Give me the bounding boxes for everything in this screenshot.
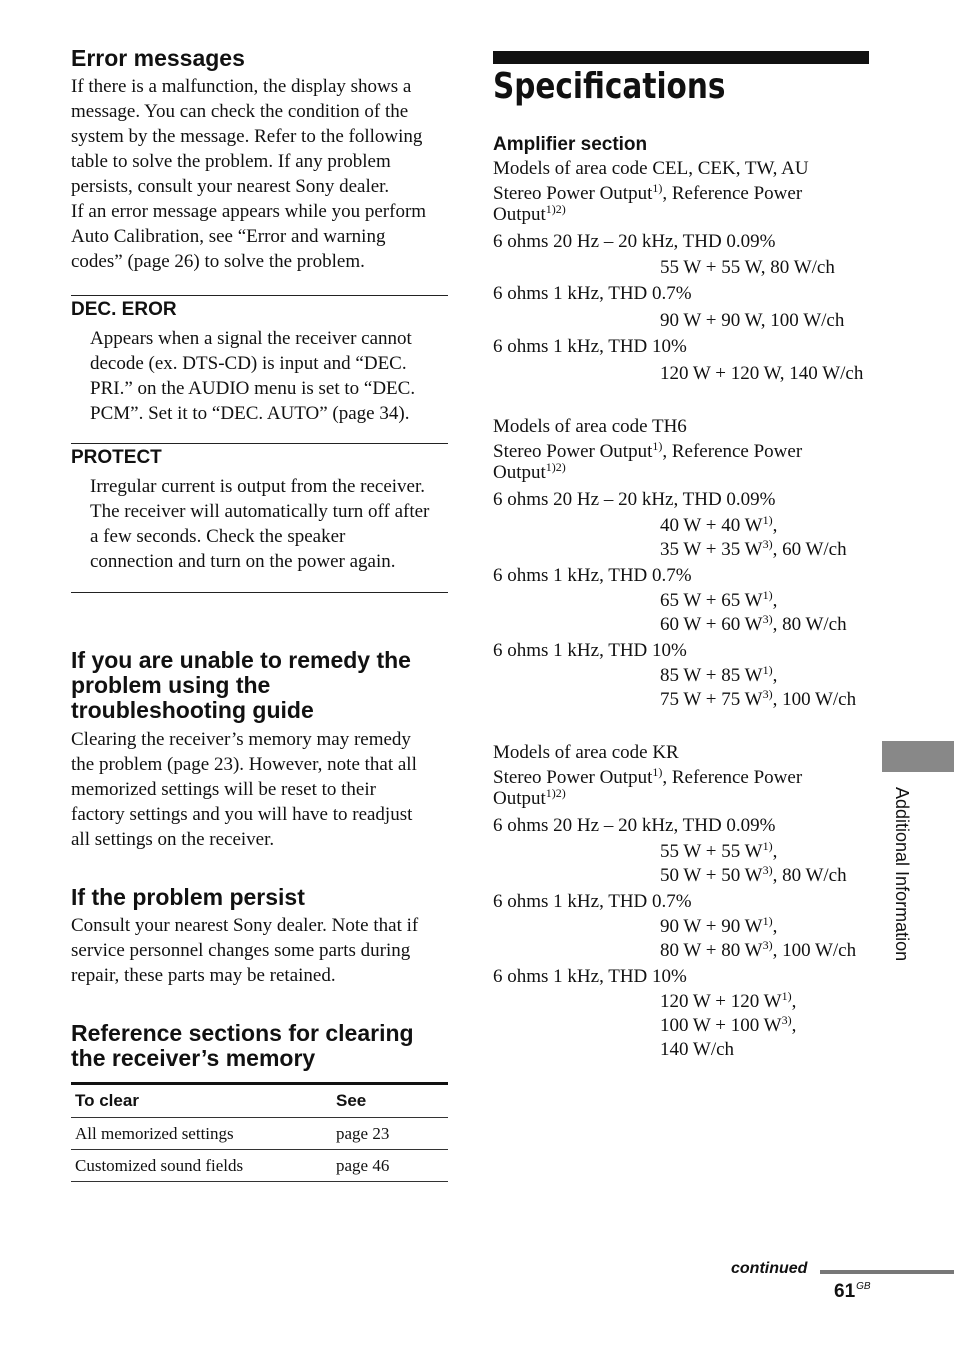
condition-line: 6 ohms 1 kHz, THD 0.7%: [493, 565, 692, 586]
output-line: Output$^{1)2)}$: [493, 786, 566, 809]
reference-sections-heading: [71, 1021, 414, 1071]
heading-line: problem using the: [71, 672, 271, 698]
value-line: 55 W + 55 $W^{1)}$,: [660, 839, 778, 862]
heading-line: troubleshooting guide: [71, 697, 314, 723]
body-line: memorized settings will be reset to their: [71, 779, 376, 800]
body-line: service personnel changes some parts during: [71, 940, 411, 961]
value-line: 80 W + 80 $W^{3)}$, 100 W/ch: [660, 938, 857, 961]
heading-line: Reference sections for clearing: [71, 1020, 414, 1046]
unable-to-remedy-body: [71, 727, 461, 852]
unable-to-remedy-heading: [71, 648, 411, 723]
error-description-line: PRI.” on the AUDIO menu is set to “DEC.: [90, 378, 416, 399]
value-line: 120 W + 120 W, 140 W/ch: [660, 363, 864, 384]
table-cell: Customized sound fields: [71, 1150, 332, 1182]
spec-block-th6: [493, 414, 856, 712]
body-line: the problem (page 23). However, note that all: [71, 754, 417, 775]
condition-line: 6 ohms 20 Hz – 20 kHz, THD 0.09%: [493, 231, 776, 252]
output-line: Stereo Power Output$^{1)}$, Reference Power: [493, 439, 803, 462]
error-description: [90, 474, 448, 574]
page-number-suffix: GB: [856, 1281, 871, 1292]
problem-persist-heading: If the problem persist: [71, 884, 305, 910]
page-number: [834, 1281, 871, 1303]
table-row: [71, 1118, 448, 1150]
models-line: Models of area code CEL, CEK, TW, AU: [493, 158, 809, 179]
column-header-to-clear: To clear: [75, 1091, 139, 1110]
error-intro-line: message. You can check the condition of the: [71, 101, 409, 122]
condition-line: 6 ohms 1 kHz, THD 10%: [493, 640, 687, 661]
body-line: Consult your nearest Sony dealer. Note that if: [71, 915, 419, 936]
value-line: 50 W + 50 $W^{3)}$, 80 W/ch: [660, 863, 847, 886]
spec-block-cel-cek-tw-au: [493, 156, 863, 387]
value-line: 90 W + 90 W, 100 W/ch: [660, 310, 845, 331]
problem-persist-body: [71, 913, 461, 988]
column-header-see: See: [336, 1091, 367, 1110]
heading-line: the receiver’s memory: [71, 1045, 316, 1071]
value-line: 40 W + 40 $W^{1)}$,: [660, 513, 778, 536]
error-intro-line: If an error message appears while you perform: [71, 201, 427, 222]
condition-line: 6 ohms 1 kHz, THD 0.7%: [493, 283, 692, 304]
condition-line: 6 ohms 1 kHz, THD 10%: [493, 336, 687, 357]
condition-line: 6 ohms 1 kHz, THD 0.7%: [493, 891, 692, 912]
page-number-value: 61: [834, 1281, 856, 1302]
value-line: 120 W + 120 $W^{1)}$,: [660, 989, 797, 1012]
error-description-line: The receiver will automatically turn off after: [90, 501, 430, 522]
error-messages-heading: Error messages: [71, 45, 245, 71]
value-line: 75 W + 75 $W^{3)}$, 100 W/ch: [660, 687, 857, 710]
error-description-line: decode (ex. DTS-CD) is input and “DEC.: [90, 353, 407, 374]
heading-line: If you are unable to remedy the: [71, 647, 411, 673]
output-line: Stereo Power Output$^{1)}$, Reference Power: [493, 181, 803, 204]
condition-line: 6 ohms 20 Hz – 20 kHz, THD 0.09%: [493, 489, 776, 510]
value-line: 65 W + 65 $W^{1)}$,: [660, 588, 778, 611]
value-line: 55 W + 55 W, 80 W/ch: [660, 257, 835, 278]
error-intro-line: If there is a malfunction, the display shows a: [71, 76, 412, 97]
error-table-bottom-rule: [71, 592, 448, 593]
spec-block-kr: [493, 740, 856, 1062]
condition-line: 6 ohms 20 Hz – 20 kHz, THD 0.09%: [493, 815, 776, 836]
amplifier-section-heading: Amplifier section: [493, 134, 648, 155]
error-description-line: Appears when a signal the receiver cannot: [90, 328, 412, 349]
specifications-title: Specifications: [493, 66, 726, 107]
body-line: factory settings and you will have to readjust: [71, 804, 413, 825]
continued-bar: [820, 1270, 954, 1274]
error-description-line: connection and turn on the power again.: [90, 551, 396, 572]
error-intro-line: Auto Calibration, see “Error and warning: [71, 226, 386, 247]
condition-line: 6 ohms 1 kHz, THD 10%: [493, 966, 687, 987]
value-line: 60 W + 60 $W^{3)}$, 80 W/ch: [660, 612, 847, 635]
models-line: Models of area code TH6: [493, 416, 687, 437]
output-line: Output$^{1)2)}$: [493, 460, 566, 483]
value-line: 85 W + 85 $W^{1)}$,: [660, 663, 778, 686]
error-intro-line: table to solve the problem. If any problem: [71, 151, 391, 172]
error-description-line: a few seconds. Check the speaker: [90, 526, 346, 547]
table-cell: page 23: [332, 1118, 448, 1150]
specifications-title-bar: [493, 51, 869, 64]
error-description-line: Irregular current is output from the receiver.: [90, 476, 425, 497]
error-code: PROTECT: [71, 447, 162, 468]
body-line: all settings on the receiver.: [71, 829, 275, 850]
error-intro-line: codes” (page 26) to solve the problem.: [71, 251, 365, 272]
output-line: Output$^{1)2)}$: [493, 202, 566, 225]
side-tab-label: Additional Information: [892, 787, 912, 962]
reference-table: [71, 1085, 448, 1182]
section-side-tab: [882, 741, 954, 772]
table-cell: page 46: [332, 1150, 448, 1182]
error-intro-line: system by the message. Refer to the following: [71, 126, 423, 147]
error-intro: [71, 74, 461, 274]
value-line: 90 W + 90 $W^{1)}$,: [660, 914, 778, 937]
output-line: Stereo Power Output$^{1)}$, Reference Power: [493, 765, 803, 788]
value-line: 100 W + 100 $W^{3)}$,: [660, 1013, 797, 1036]
value-line: 140 W/ch: [660, 1039, 735, 1060]
error-intro-line: persists, consult your nearest Sony dealer.: [71, 176, 390, 197]
error-entry-dec-eror: [71, 295, 448, 426]
body-line: Clearing the receiver’s memory may remedy: [71, 729, 411, 750]
table-row: [71, 1150, 448, 1182]
error-description: [90, 326, 448, 426]
continued-label: continued: [731, 1260, 808, 1277]
table-header-row: [71, 1085, 448, 1118]
value-line: 35 W + 35 $W^{3)}$, 60 W/ch: [660, 537, 847, 560]
models-line: Models of area code KR: [493, 742, 679, 763]
error-code: DEC. EROR: [71, 299, 177, 320]
error-description-line: PCM”. Set it to “DEC. AUTO” (page 34).: [90, 403, 410, 424]
body-line: repair, these parts may be retained.: [71, 965, 336, 986]
error-entry-protect: [71, 443, 448, 574]
table-cell: All memorized settings: [71, 1118, 332, 1150]
